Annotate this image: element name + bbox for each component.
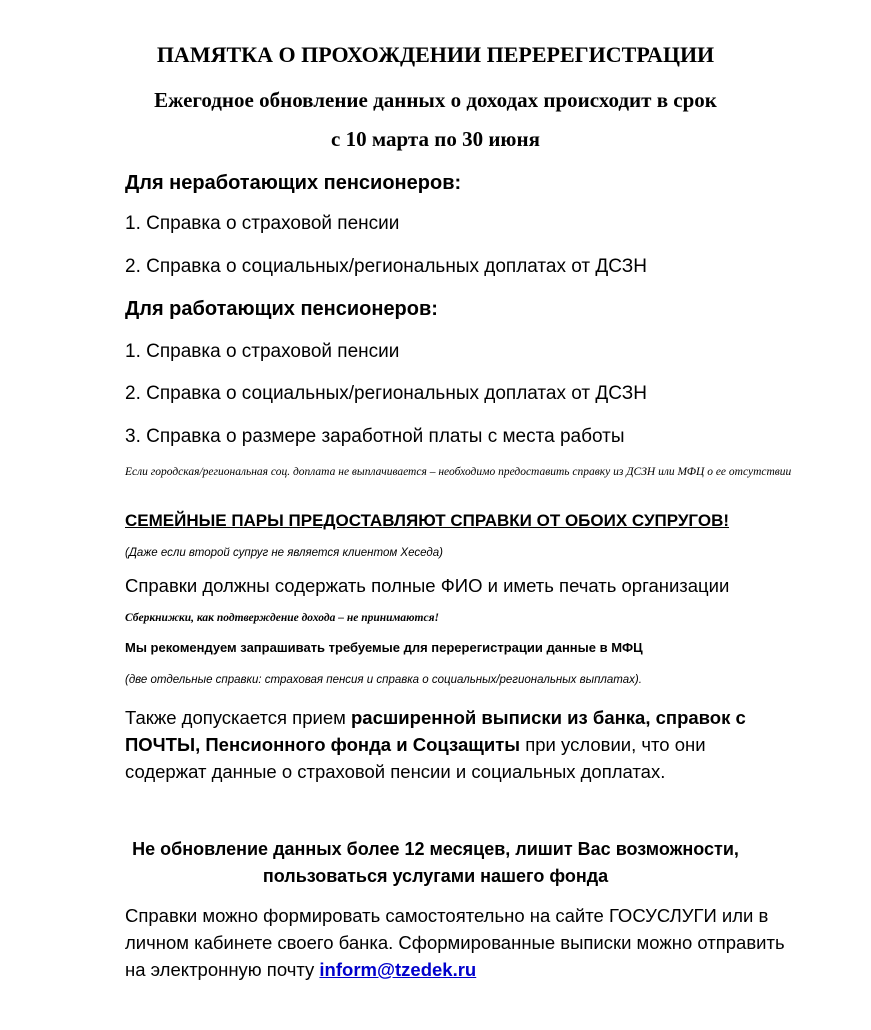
email-link[interactable]: inform@tzedek.ru xyxy=(319,959,477,980)
footer-text: Справки можно формировать самостоятельно на сайте ГОСУСЛУГИ или в личном кабинете своего банка. Сформированные выписки можно отправить на электронную почту xyxy=(125,905,785,980)
couples-warning: СЕМЕЙНЫЕ ПАРЫ ПРЕДОСТАВЛЯЮТ СПРАВКИ ОТ ОБОИХ СУПРУГОВ! xyxy=(125,511,730,530)
list-item: 2. Справка о социальных/региональных доплатах от ДСЗН xyxy=(125,383,647,404)
savings-note: Сберкнижки, как подтверждение дохода – не принимаются! xyxy=(125,612,439,624)
list-item: 1. Справка о страховой пенсии xyxy=(125,341,400,362)
footer-paragraph xyxy=(125,902,785,983)
recommend-text: Мы рекомендуем запрашивать требуемые для перерегистрации данные в МФЦ xyxy=(125,640,643,655)
subtitle-deadline: Ежегодное обновление данных о доходах происходит в срок xyxy=(154,88,717,112)
list-item: 1. Справка о страховой пенсии xyxy=(125,213,400,234)
subtitle-dates: с 10 марта по 30 июня xyxy=(331,127,540,151)
update-warning-text: Не обновление данных более 12 месяцев, лишит Вас возможности, пользоваться услугами нашего фонда xyxy=(132,839,739,886)
also-accepted-paragraph xyxy=(125,704,785,785)
heading-non-working: Для неработающих пенсионеров: xyxy=(125,172,462,194)
also-text-1: Также допускается прием xyxy=(125,707,351,728)
couples-note: (Даже если второй супруг не является клиентом Хеседа) xyxy=(125,547,443,559)
also-text-bold: расширенной выписки из банка, справок с ПОЧТЫ, Пенсионного фонда и Соцзащиты xyxy=(125,707,746,755)
requirements-text: Справки должны содержать полные ФИО и иметь печать организации xyxy=(125,575,730,596)
recommend-note: (две отдельные справки: страховая пенсия и справка о социальных/региональных выплатах). xyxy=(125,674,642,686)
supplement-note: Если городская/региональная соц. доплата не выплачивается – необходимо предоставить справку из ДСЗН или МФЦ о ее отсутствии xyxy=(125,466,792,478)
heading-working: Для работающих пенсионеров: xyxy=(125,298,438,320)
list-item: 2. Справка о социальных/региональных доплатах от ДСЗН xyxy=(125,256,647,277)
update-warning xyxy=(0,836,871,890)
document-title: ПАМЯТКА О ПРОХОЖДЕНИИ ПЕРЕРЕГИСТРАЦИИ xyxy=(156,42,715,67)
also-text-2: при условии, что они содержат данные о страховой пенсии и социальных доплатах. xyxy=(125,734,706,782)
list-item: 3. Справка о размере заработной платы с места работы xyxy=(125,426,625,447)
